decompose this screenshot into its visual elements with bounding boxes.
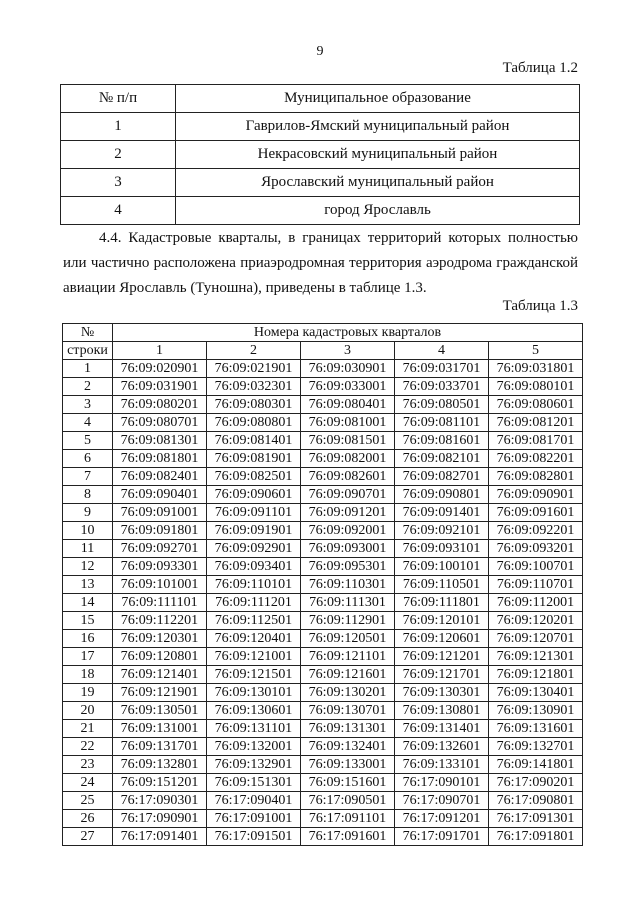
cadastral-number-cell: 76:17:091701 <box>395 828 489 846</box>
row-number-cell: 16 <box>63 630 113 648</box>
cadastral-number-cell: 76:09:090401 <box>113 486 207 504</box>
cadastral-number-cell: 76:09:091401 <box>395 504 489 522</box>
cadastral-number-cell: 76:09:095301 <box>301 558 395 576</box>
cadastral-number-cell: 76:09:082201 <box>489 450 583 468</box>
cadastral-number-cell: 76:09:082801 <box>489 468 583 486</box>
cadastral-number-cell: 76:17:090301 <box>113 792 207 810</box>
cadastral-number-cell: 76:09:120201 <box>489 612 583 630</box>
table-row <box>63 450 583 468</box>
cadastral-number-cell: 76:09:121001 <box>207 648 301 666</box>
row-number-cell: 3 <box>63 396 113 414</box>
header-municipality: Муниципальное образование <box>176 85 580 113</box>
cadastral-number-cell: 76:09:130301 <box>395 684 489 702</box>
cadastral-number-cell: 76:09:131701 <box>113 738 207 756</box>
cadastral-number-cell: 76:09:133001 <box>301 756 395 774</box>
row-number-cell: 5 <box>63 432 113 450</box>
table-row <box>63 828 583 846</box>
cadastral-number-cell: 76:09:132801 <box>113 756 207 774</box>
table-row <box>63 792 583 810</box>
cadastral-number-cell: 76:09:100101 <box>395 558 489 576</box>
row-number-cell: 23 <box>63 756 113 774</box>
cadastral-number-cell: 76:09:111301 <box>301 594 395 612</box>
cadastral-number-cell: 76:09:130401 <box>489 684 583 702</box>
cadastral-number-cell: 76:17:091301 <box>489 810 583 828</box>
cadastral-number-cell: 76:09:081001 <box>301 414 395 432</box>
table-header-row <box>63 324 583 342</box>
cadastral-number-cell: 76:09:112501 <box>207 612 301 630</box>
municipality-cell: Некрасовский муниципальный район <box>176 141 580 169</box>
cadastral-number-cell: 76:09:081301 <box>113 432 207 450</box>
cadastral-number-cell: 76:09:020901 <box>113 360 207 378</box>
table-row <box>63 486 583 504</box>
cadastral-number-cell: 76:09:131401 <box>395 720 489 738</box>
cadastral-number-cell: 76:09:133101 <box>395 756 489 774</box>
cadastral-number-cell: 76:09:131601 <box>489 720 583 738</box>
table-row <box>63 738 583 756</box>
table-1-3-caption: Таблица 1.3 <box>502 298 578 314</box>
row-number-cell: 15 <box>63 612 113 630</box>
cadastral-number-cell: 76:09:081501 <box>301 432 395 450</box>
row-number-cell: 13 <box>63 576 113 594</box>
paragraph-4-4: 4.4. Кадастровые кварталы, в границах территорий которых полностью или частично расположена приаэродромная территория аэродрома гражданской авиации Ярославль (Туношна), приведены в таблице 1.3. <box>63 230 578 296</box>
cadastral-number-cell: 76:09:081201 <box>489 414 583 432</box>
cadastral-number-cell: 76:09:100701 <box>489 558 583 576</box>
cadastral-number-cell: 76:09:081401 <box>207 432 301 450</box>
cadastral-number-cell: 76:09:092201 <box>489 522 583 540</box>
cadastral-number-cell: 76:17:090101 <box>395 774 489 792</box>
cadastral-number-cell: 76:09:120301 <box>113 630 207 648</box>
table-row <box>63 468 583 486</box>
row-number-cell: 24 <box>63 774 113 792</box>
cadastral-number-cell: 76:09:092701 <box>113 540 207 558</box>
table-row <box>63 432 583 450</box>
cadastral-number-cell: 76:09:132701 <box>489 738 583 756</box>
cadastral-number-cell: 76:09:110701 <box>489 576 583 594</box>
row-number-cell: 22 <box>63 738 113 756</box>
cadastral-number-cell: 76:09:031901 <box>113 378 207 396</box>
cadastral-number-cell: 76:17:091201 <box>395 810 489 828</box>
cadastral-number-cell: 76:09:033701 <box>395 378 489 396</box>
table-row <box>63 630 583 648</box>
cadastral-number-cell: 76:09:091101 <box>207 504 301 522</box>
row-number-cell: 18 <box>63 666 113 684</box>
header-group: Номера кадастровых кварталов <box>113 324 583 342</box>
cadastral-number-cell: 76:09:021901 <box>207 360 301 378</box>
cadastral-number-cell: 76:09:030901 <box>301 360 395 378</box>
cadastral-number-cell: 76:09:151301 <box>207 774 301 792</box>
table-row <box>63 504 583 522</box>
municipality-cell: Ярославский муниципальный район <box>176 169 580 197</box>
cadastral-number-cell: 76:17:091401 <box>113 828 207 846</box>
cadastral-number-cell: 76:17:091501 <box>207 828 301 846</box>
table-header-row <box>61 85 580 113</box>
table-row <box>63 594 583 612</box>
cadastral-number-cell: 76:09:131301 <box>301 720 395 738</box>
table-row <box>63 684 583 702</box>
cadastral-number-cell: 76:09:112001 <box>489 594 583 612</box>
table-row <box>63 612 583 630</box>
row-number-cell: 17 <box>63 648 113 666</box>
cadastral-quarters-table <box>62 323 583 846</box>
row-number-cell: 27 <box>63 828 113 846</box>
cadastral-number-cell: 76:09:091801 <box>113 522 207 540</box>
cadastral-number-cell: 76:09:092001 <box>301 522 395 540</box>
cadastral-number-cell: 76:09:081801 <box>113 450 207 468</box>
cadastral-number-cell: 76:09:082001 <box>301 450 395 468</box>
table-row <box>63 666 583 684</box>
table-row <box>63 396 583 414</box>
row-number-cell: 4 <box>61 197 176 225</box>
row-number-cell: 26 <box>63 810 113 828</box>
cadastral-number-cell: 76:09:120101 <box>395 612 489 630</box>
column-numbers-row <box>63 342 583 360</box>
cadastral-number-cell: 76:09:090801 <box>395 486 489 504</box>
cadastral-number-cell: 76:09:080101 <box>489 378 583 396</box>
column-number-cell: 3 <box>301 342 395 360</box>
cadastral-number-cell: 76:09:132601 <box>395 738 489 756</box>
cadastral-number-cell: 76:09:132001 <box>207 738 301 756</box>
cadastral-number-cell: 76:17:090201 <box>489 774 583 792</box>
cadastral-number-cell: 76:09:151601 <box>301 774 395 792</box>
cadastral-number-cell: 76:09:093001 <box>301 540 395 558</box>
cadastral-number-cell: 76:09:082701 <box>395 468 489 486</box>
municipality-cell: город Ярославль <box>176 197 580 225</box>
cadastral-number-cell: 76:17:090801 <box>489 792 583 810</box>
cadastral-number-cell: 76:09:132401 <box>301 738 395 756</box>
row-number-cell: 7 <box>63 468 113 486</box>
cadastral-number-cell: 76:09:091601 <box>489 504 583 522</box>
column-number-cell: 2 <box>207 342 301 360</box>
cadastral-number-cell: 76:09:093201 <box>489 540 583 558</box>
cadastral-number-cell: 76:09:121801 <box>489 666 583 684</box>
table-row <box>63 558 583 576</box>
row-number-cell: 4 <box>63 414 113 432</box>
cadastral-number-cell: 76:09:110101 <box>207 576 301 594</box>
table-row <box>63 648 583 666</box>
row-number-cell: 19 <box>63 684 113 702</box>
cadastral-number-cell: 76:09:080501 <box>395 396 489 414</box>
row-number-cell: 8 <box>63 486 113 504</box>
cadastral-number-cell: 76:09:082101 <box>395 450 489 468</box>
cadastral-number-cell: 76:09:121301 <box>489 648 583 666</box>
table-row <box>63 378 583 396</box>
column-number-cell: 1 <box>113 342 207 360</box>
cadastral-number-cell: 76:09:081901 <box>207 450 301 468</box>
row-number-cell: 1 <box>63 360 113 378</box>
row-number-cell: 20 <box>63 702 113 720</box>
cadastral-number-cell: 76:09:093101 <box>395 540 489 558</box>
row-number-cell: 11 <box>63 540 113 558</box>
cadastral-number-cell: 76:09:092101 <box>395 522 489 540</box>
municipalities-table <box>60 84 580 225</box>
cadastral-number-cell: 76:09:120501 <box>301 630 395 648</box>
table-row <box>61 197 580 225</box>
cadastral-number-cell: 76:09:111101 <box>113 594 207 612</box>
table-row <box>63 360 583 378</box>
table-row <box>63 810 583 828</box>
table-row <box>63 756 583 774</box>
cadastral-number-cell: 76:09:131001 <box>113 720 207 738</box>
municipality-cell: Гаврилов-Ямский муниципальный район <box>176 113 580 141</box>
cadastral-number-cell: 76:09:121501 <box>207 666 301 684</box>
cadastral-number-cell: 76:09:111201 <box>207 594 301 612</box>
column-number-cell: 5 <box>489 342 583 360</box>
cadastral-number-cell: 76:09:120401 <box>207 630 301 648</box>
table-row <box>61 141 580 169</box>
cadastral-number-cell: 76:09:080201 <box>113 396 207 414</box>
cadastral-number-cell: 76:09:081601 <box>395 432 489 450</box>
cadastral-number-cell: 76:09:110501 <box>395 576 489 594</box>
cadastral-number-cell: 76:09:121601 <box>301 666 395 684</box>
cadastral-number-cell: 76:09:121401 <box>113 666 207 684</box>
cadastral-number-cell: 76:09:080801 <box>207 414 301 432</box>
table-row <box>63 414 583 432</box>
cadastral-number-cell: 76:09:120601 <box>395 630 489 648</box>
cadastral-number-cell: 76:09:092901 <box>207 540 301 558</box>
cadastral-number-cell: 76:09:033001 <box>301 378 395 396</box>
table-row <box>63 720 583 738</box>
cadastral-number-cell: 76:09:081101 <box>395 414 489 432</box>
cadastral-number-cell: 76:09:130701 <box>301 702 395 720</box>
cadastral-number-cell: 76:09:080701 <box>113 414 207 432</box>
page-number: 9 <box>316 44 324 59</box>
row-number-cell: 2 <box>61 141 176 169</box>
table-row <box>63 540 583 558</box>
cadastral-number-cell: 76:09:131101 <box>207 720 301 738</box>
cadastral-number-cell: 76:17:090501 <box>301 792 395 810</box>
cadastral-number-cell: 76:17:091001 <box>207 810 301 828</box>
cadastral-number-cell: 76:09:121101 <box>301 648 395 666</box>
cadastral-number-cell: 76:09:091201 <box>301 504 395 522</box>
row-number-cell: 6 <box>63 450 113 468</box>
row-number-cell: 2 <box>63 378 113 396</box>
cadastral-number-cell: 76:09:130901 <box>489 702 583 720</box>
cadastral-number-cell: 76:09:110301 <box>301 576 395 594</box>
table-row <box>63 576 583 594</box>
cadastral-number-cell: 76:17:090701 <box>395 792 489 810</box>
table-row <box>61 169 580 197</box>
cadastral-number-cell: 76:09:121201 <box>395 648 489 666</box>
table-row <box>63 774 583 792</box>
cadastral-number-cell: 76:09:093301 <box>113 558 207 576</box>
cadastral-number-cell: 76:09:130501 <box>113 702 207 720</box>
cadastral-number-cell: 76:17:090901 <box>113 810 207 828</box>
cadastral-number-cell: 76:09:120801 <box>113 648 207 666</box>
cadastral-number-cell: 76:09:090701 <box>301 486 395 504</box>
cadastral-number-cell: 76:09:082601 <box>301 468 395 486</box>
header-row-label: строки <box>63 342 113 360</box>
cadastral-number-cell: 76:09:132901 <box>207 756 301 774</box>
cadastral-number-cell: 76:17:091801 <box>489 828 583 846</box>
cadastral-number-cell: 76:09:101001 <box>113 576 207 594</box>
cadastral-number-cell: 76:09:031801 <box>489 360 583 378</box>
cadastral-number-cell: 76:09:090901 <box>489 486 583 504</box>
table-row <box>63 702 583 720</box>
cadastral-number-cell: 76:09:141801 <box>489 756 583 774</box>
cadastral-number-cell: 76:09:121701 <box>395 666 489 684</box>
cadastral-number-cell: 76:09:130601 <box>207 702 301 720</box>
cadastral-number-cell: 76:17:091101 <box>301 810 395 828</box>
column-number-cell: 4 <box>395 342 489 360</box>
row-number-cell: 9 <box>63 504 113 522</box>
cadastral-number-cell: 76:09:080301 <box>207 396 301 414</box>
row-number-cell: 21 <box>63 720 113 738</box>
cadastral-number-cell: 76:09:151201 <box>113 774 207 792</box>
row-number-cell: 12 <box>63 558 113 576</box>
header-no: № <box>63 324 113 342</box>
cadastral-number-cell: 76:09:082501 <box>207 468 301 486</box>
cadastral-number-cell: 76:09:091901 <box>207 522 301 540</box>
row-number-cell: 25 <box>63 792 113 810</box>
cadastral-number-cell: 76:09:130101 <box>207 684 301 702</box>
cadastral-number-cell: 76:09:093401 <box>207 558 301 576</box>
cadastral-number-cell: 76:09:032301 <box>207 378 301 396</box>
cadastral-number-cell: 76:09:080601 <box>489 396 583 414</box>
cadastral-number-cell: 76:09:121901 <box>113 684 207 702</box>
cadastral-number-cell: 76:09:031701 <box>395 360 489 378</box>
header-number: № п/п <box>61 85 176 113</box>
table-row <box>61 113 580 141</box>
cadastral-number-cell: 76:09:111801 <box>395 594 489 612</box>
row-number-cell: 10 <box>63 522 113 540</box>
cadastral-number-cell: 76:09:082401 <box>113 468 207 486</box>
cadastral-number-cell: 76:09:081701 <box>489 432 583 450</box>
table-1-2-caption: Таблица 1.2 <box>502 60 578 76</box>
cadastral-number-cell: 76:09:130201 <box>301 684 395 702</box>
cadastral-number-cell: 76:09:120701 <box>489 630 583 648</box>
cadastral-number-cell: 76:09:112201 <box>113 612 207 630</box>
cadastral-number-cell: 76:17:090401 <box>207 792 301 810</box>
row-number-cell: 3 <box>61 169 176 197</box>
table-row <box>63 522 583 540</box>
row-number-cell: 14 <box>63 594 113 612</box>
cadastral-number-cell: 76:09:112901 <box>301 612 395 630</box>
cadastral-number-cell: 76:09:130801 <box>395 702 489 720</box>
row-number-cell: 1 <box>61 113 176 141</box>
cadastral-number-cell: 76:09:090601 <box>207 486 301 504</box>
cadastral-number-cell: 76:09:091001 <box>113 504 207 522</box>
cadastral-number-cell: 76:17:091601 <box>301 828 395 846</box>
cadastral-number-cell: 76:09:080401 <box>301 396 395 414</box>
